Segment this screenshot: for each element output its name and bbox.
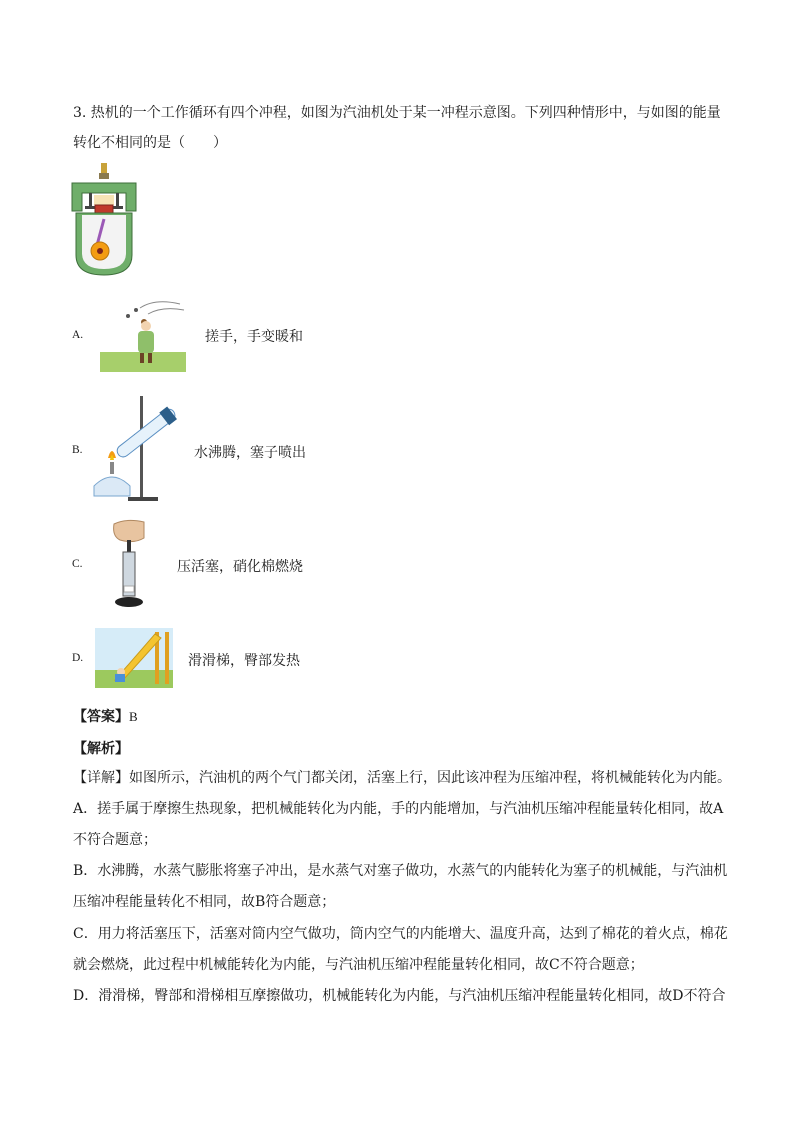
option-c-figure xyxy=(106,518,151,610)
option-a-label: A. xyxy=(72,329,84,341)
option-d-label: D. xyxy=(72,652,84,664)
detail-line-8: D．滑滑梯，臀部和滑梯相互摩擦做功，机械能转化为内能，与汽油机压缩冲程能量转化相同，故D不符合 xyxy=(73,988,726,1004)
option-a-figure xyxy=(100,296,186,372)
detail-line-2: A．搓手属于摩擦生热现象，把机械能转化为内能，手的内能增加，与汽油机压缩冲程能量转化相同，故A xyxy=(73,801,724,817)
detail-line-3: 不符合题意； xyxy=(73,832,157,848)
detail-line-6: C．用力将活塞压下，活塞对筒内空气做功，筒内空气的内能增大、温度升高，达到了棉花的着火点，棉花 xyxy=(73,926,728,942)
detail-line-7: 就会燃烧，此过程中机械能转化为内能，与汽油机压缩冲程能量转化相同，故C不符合题意； xyxy=(73,957,644,973)
option-a-text: 搓手，手变暖和 xyxy=(205,329,303,345)
option-b-figure xyxy=(90,396,185,504)
answer-tag: 【答案】 xyxy=(73,709,129,725)
option-c-text: 压活塞，硝化棉燃烧 xyxy=(177,559,303,575)
option-d-figure xyxy=(95,628,173,688)
detail-line-1: 【详解】如图所示，汽油机的两个气门都关闭，活塞上行，因此该冲程为压缩冲程，将机械能转化为内能。 xyxy=(73,770,731,786)
option-b-text: 水沸腾，塞子喷出 xyxy=(194,445,306,461)
option-b-label: B. xyxy=(72,444,83,456)
answer-row xyxy=(73,706,138,726)
answer-value: B xyxy=(129,709,138,724)
engine-diagram-figure xyxy=(70,163,140,278)
analysis-tag: 【解析】 xyxy=(73,741,129,757)
option-d-text: 滑滑梯，臀部发热 xyxy=(188,653,300,669)
detail-line-4: B．水沸腾，水蒸气膨胀将塞子冲出，是水蒸气对塞子做功，水蒸气的内能转化为塞子的机械能，与汽油机 xyxy=(73,863,728,879)
option-c-label: C. xyxy=(72,558,83,570)
question-line-2: 转化不相同的是（ ） xyxy=(73,135,227,151)
question-line-1: 3. 热机的一个工作循环有四个冲程，如图为汽油机处于某一冲程示意图。下列四种情形中，与如图的能量 xyxy=(73,105,721,121)
detail-line-5: 压缩冲程能量转化不相同，故B符合题意； xyxy=(73,894,336,910)
